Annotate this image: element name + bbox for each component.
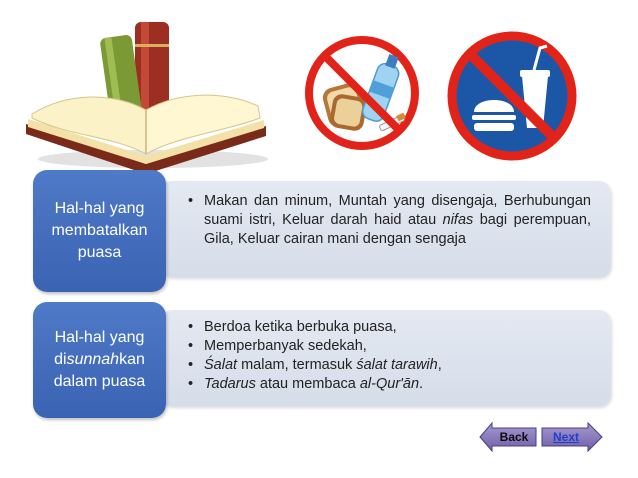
label-membatalkan: Hal-hal yang membatalkan puasa bbox=[33, 170, 166, 292]
next-link[interactable]: Next bbox=[552, 430, 579, 444]
list-item: • Śalat malam, termasuk śalat tarawih, bbox=[188, 356, 591, 375]
next-button[interactable] bbox=[542, 428, 590, 446]
content-box-membatalkan bbox=[160, 181, 611, 277]
list-item: • Makan dan minum, Muntah yang disengaja, Berhubungan suami istri, Keluar darah haid atau nifas bagi perempuan, Gila, Keluar cairan mani dengan sengaja bbox=[188, 192, 591, 249]
list-item: • Tadarus atau membaca al-Qur'ān. bbox=[188, 375, 591, 394]
list-item: • Memperbanyak sedekah, bbox=[188, 337, 591, 356]
content-box-disunnahkan bbox=[160, 310, 611, 406]
no-food-icon bbox=[303, 34, 421, 152]
book-icon bbox=[18, 14, 273, 174]
label-disunnahkan: Hal-hal yang disunnahkan dalam puasa bbox=[33, 302, 166, 418]
back-button[interactable]: Back bbox=[499, 430, 529, 444]
list-item: • Berdoa ketika berbuka puasa, bbox=[188, 318, 591, 337]
no-fast-food-icon bbox=[444, 28, 580, 164]
